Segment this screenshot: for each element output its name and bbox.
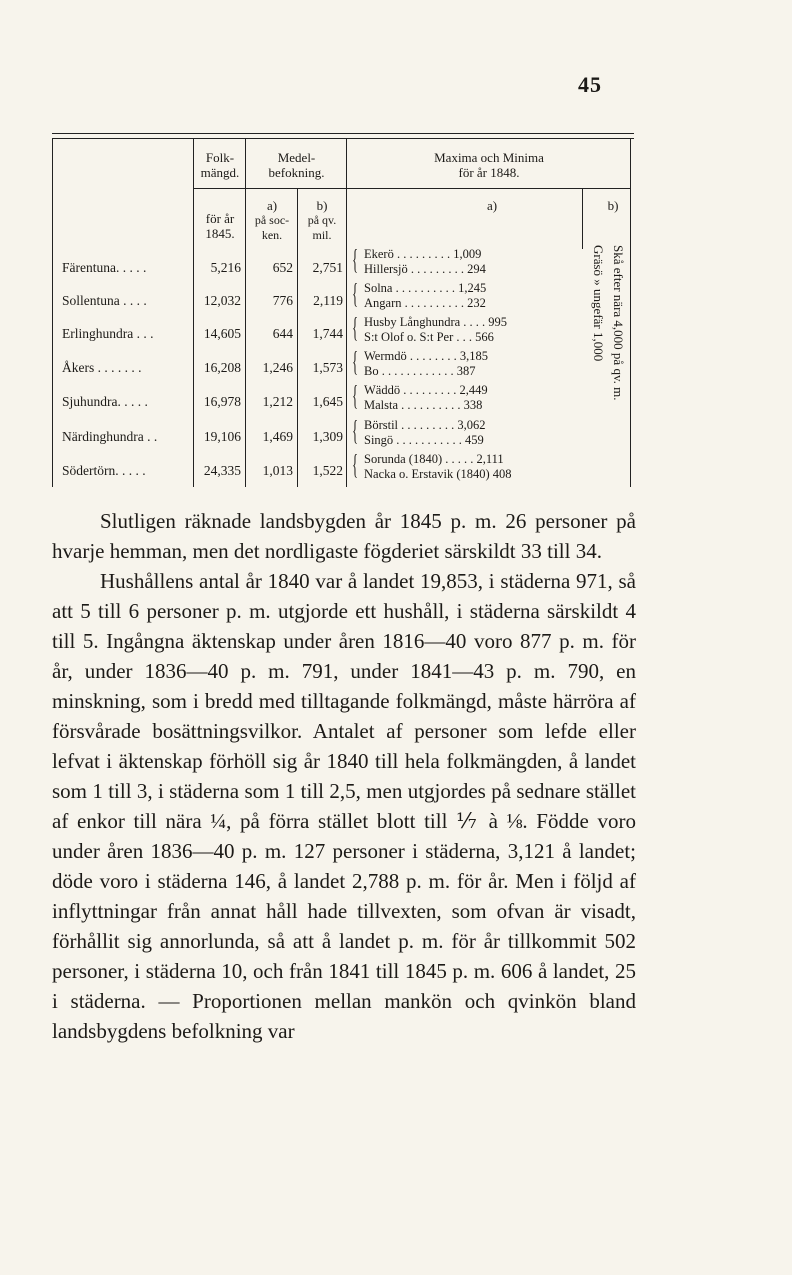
table-border-left xyxy=(52,139,53,487)
row-pa-socken: 1,246 xyxy=(262,360,293,375)
row-name: Sjuhundra. . . . . xyxy=(62,394,148,409)
side-note-text: Gräsö » xyxy=(591,245,606,286)
row-pa-qv-mil: 1,309 xyxy=(312,429,343,444)
row-pa-qv-mil: 1,744 xyxy=(312,326,343,341)
row-pa-socken: 1,212 xyxy=(262,394,293,409)
header-maxima-minima: Maxima och Minima för år 1848. xyxy=(434,150,544,180)
top-rule xyxy=(52,133,634,134)
row-maximum: Solna . . . . . . . . . . 1,245 xyxy=(364,281,487,295)
row-minimum: Hillersjö . . . . . . . . . 294 xyxy=(364,262,486,276)
row-minimum: Angarn . . . . . . . . . . 232 xyxy=(364,296,486,310)
row-maximum: Ekerö . . . . . . . . . 1,009 xyxy=(364,247,482,261)
row-folkmangd: 12,032 xyxy=(203,293,241,308)
side-note-grasso xyxy=(590,245,607,485)
row-minimum: Nacka o. Erstavik (1840) 408 xyxy=(364,467,512,481)
row-maximum: Husby Långhundra . . . . 995 xyxy=(364,315,508,329)
row-name: Sollentuna . . . . xyxy=(62,293,147,308)
row-folkmangd: 16,208 xyxy=(203,360,241,375)
row-folkmangd: 19,106 xyxy=(203,429,241,444)
row-folkmangd: 24,335 xyxy=(203,463,241,478)
body-text xyxy=(52,506,636,1046)
brace-left: { xyxy=(352,416,359,447)
paragraph: Slutligen räknade landsbygden år 1845 p. m. 26 personer på hvarje hemman, men det nordligaste fögderiet särskildt 33 till 34. xyxy=(52,509,636,563)
header-for-ar: för år 1845. xyxy=(205,211,235,241)
row-name: Åkers . . . . . . . xyxy=(62,360,142,375)
row-minimum: Bo . . . . . . . . . . . . 387 xyxy=(364,364,476,378)
population-table xyxy=(52,139,634,489)
column-divider xyxy=(346,139,347,487)
side-note-ska: Skå efter nära 4,000 på qv. m. xyxy=(611,245,626,401)
brace-left: { xyxy=(352,279,359,310)
column-divider xyxy=(582,189,583,249)
row-maximum: Wermdö . . . . . . . . 3,185 xyxy=(364,349,488,363)
page-number: 45 xyxy=(578,72,602,97)
table-border-right xyxy=(630,139,631,487)
brace-left: { xyxy=(352,313,359,344)
row-maximum: Wäddö . . . . . . . . . 2,449 xyxy=(364,383,488,397)
row-pa-qv-mil: 2,751 xyxy=(312,260,343,275)
header-pa-socken: på soc- ken. xyxy=(254,213,290,242)
row-minimum: Singö . . . . . . . . . . . 459 xyxy=(364,433,484,447)
row-minimum: S:t Olof o. S:t Per . . . 566 xyxy=(364,330,494,344)
row-pa-socken: 652 xyxy=(272,260,293,275)
row-pa-socken: 1,013 xyxy=(262,463,293,478)
header-rule xyxy=(193,188,630,189)
row-pa-qv-mil: 1,522 xyxy=(312,463,343,478)
header-max-b: b) xyxy=(607,198,619,213)
side-note-text: ungefär 1,000 xyxy=(591,289,606,362)
header-pa-qv-mil: på qv. mil. xyxy=(307,213,337,242)
row-folkmangd: 16,978 xyxy=(203,394,241,409)
row-folkmangd: 5,216 xyxy=(210,260,241,275)
paragraph: Hushållens antal år 1840 var å landet 19,853, i städerna 971, så att 5 till 6 personer p. m. utgjorde ett hushåll, i städerna särskildt 4 till 5. Ingångna äktenskap under åren 1816—40 voro 877 p. m. för år, under 1836—40 p. m. 791, under 1841—43 p. m. 790, en minskning, som i bredd med tilltagande folkmängd, måste härröra af försvårade bosättningsvilkor. Antalet af personer som lefde eller lefvat i äktenskap förhöll sig år 1840 till hela folkmängden, å landet som 1 till 3, i städerna som 1 till 2,5, men utgjordes på sednare stället af enkor till nära ¼, på förra stället blott till ⅐ à ⅛. Födde voro under åren 1836—40 p. m. 127 personer i städerna, 3,121 å landet; döde voro i städerna 146, å landet 2,788 p. m. för år. Men i följd af inflyttningar från annat håll hade tillvexten, som ofvan är visadt, förhållit sig annorlunda, så att å landet p. m. för år tillkommit 502 personer, i städerna 10, och från 1841 till 1845 p. m. 606 å landet, 25 i städerna. — Proportionen mellan mankön och qvinkön bland landsbygdens befolkning var xyxy=(52,569,636,1043)
row-name: Närdinghundra . . xyxy=(62,429,158,444)
header-folkmangd: Folk- mängd. xyxy=(200,150,240,180)
brace-left: { xyxy=(352,381,359,412)
brace-left: { xyxy=(352,347,359,378)
header-medelbefolkning: Medel- befokning. xyxy=(268,150,325,180)
brace-left: { xyxy=(352,245,359,276)
row-pa-socken: 644 xyxy=(272,326,293,341)
header-col-a: a) xyxy=(266,198,278,213)
row-pa-qv-mil: 1,645 xyxy=(312,394,343,409)
brace-left: { xyxy=(352,450,359,481)
header-col-b: b) xyxy=(316,198,328,213)
row-maximum: Sorunda (1840) . . . . . 2,111 xyxy=(364,452,504,466)
row-name: Färentuna. . . . . xyxy=(62,260,147,275)
row-pa-qv-mil: 2,119 xyxy=(313,293,343,308)
row-pa-socken: 1,469 xyxy=(262,429,293,444)
row-name: Södertörn. . . . . xyxy=(62,463,146,478)
row-folkmangd: 14,605 xyxy=(203,326,241,341)
row-maximum: Börstil . . . . . . . . . 3,062 xyxy=(364,418,486,432)
row-pa-socken: 776 xyxy=(272,293,293,308)
row-pa-qv-mil: 1,573 xyxy=(312,360,343,375)
row-name: Erlinghundra . . . xyxy=(62,326,154,341)
row-minimum: Malsta . . . . . . . . . . 338 xyxy=(364,398,483,412)
header-max-a: a) xyxy=(486,198,498,213)
